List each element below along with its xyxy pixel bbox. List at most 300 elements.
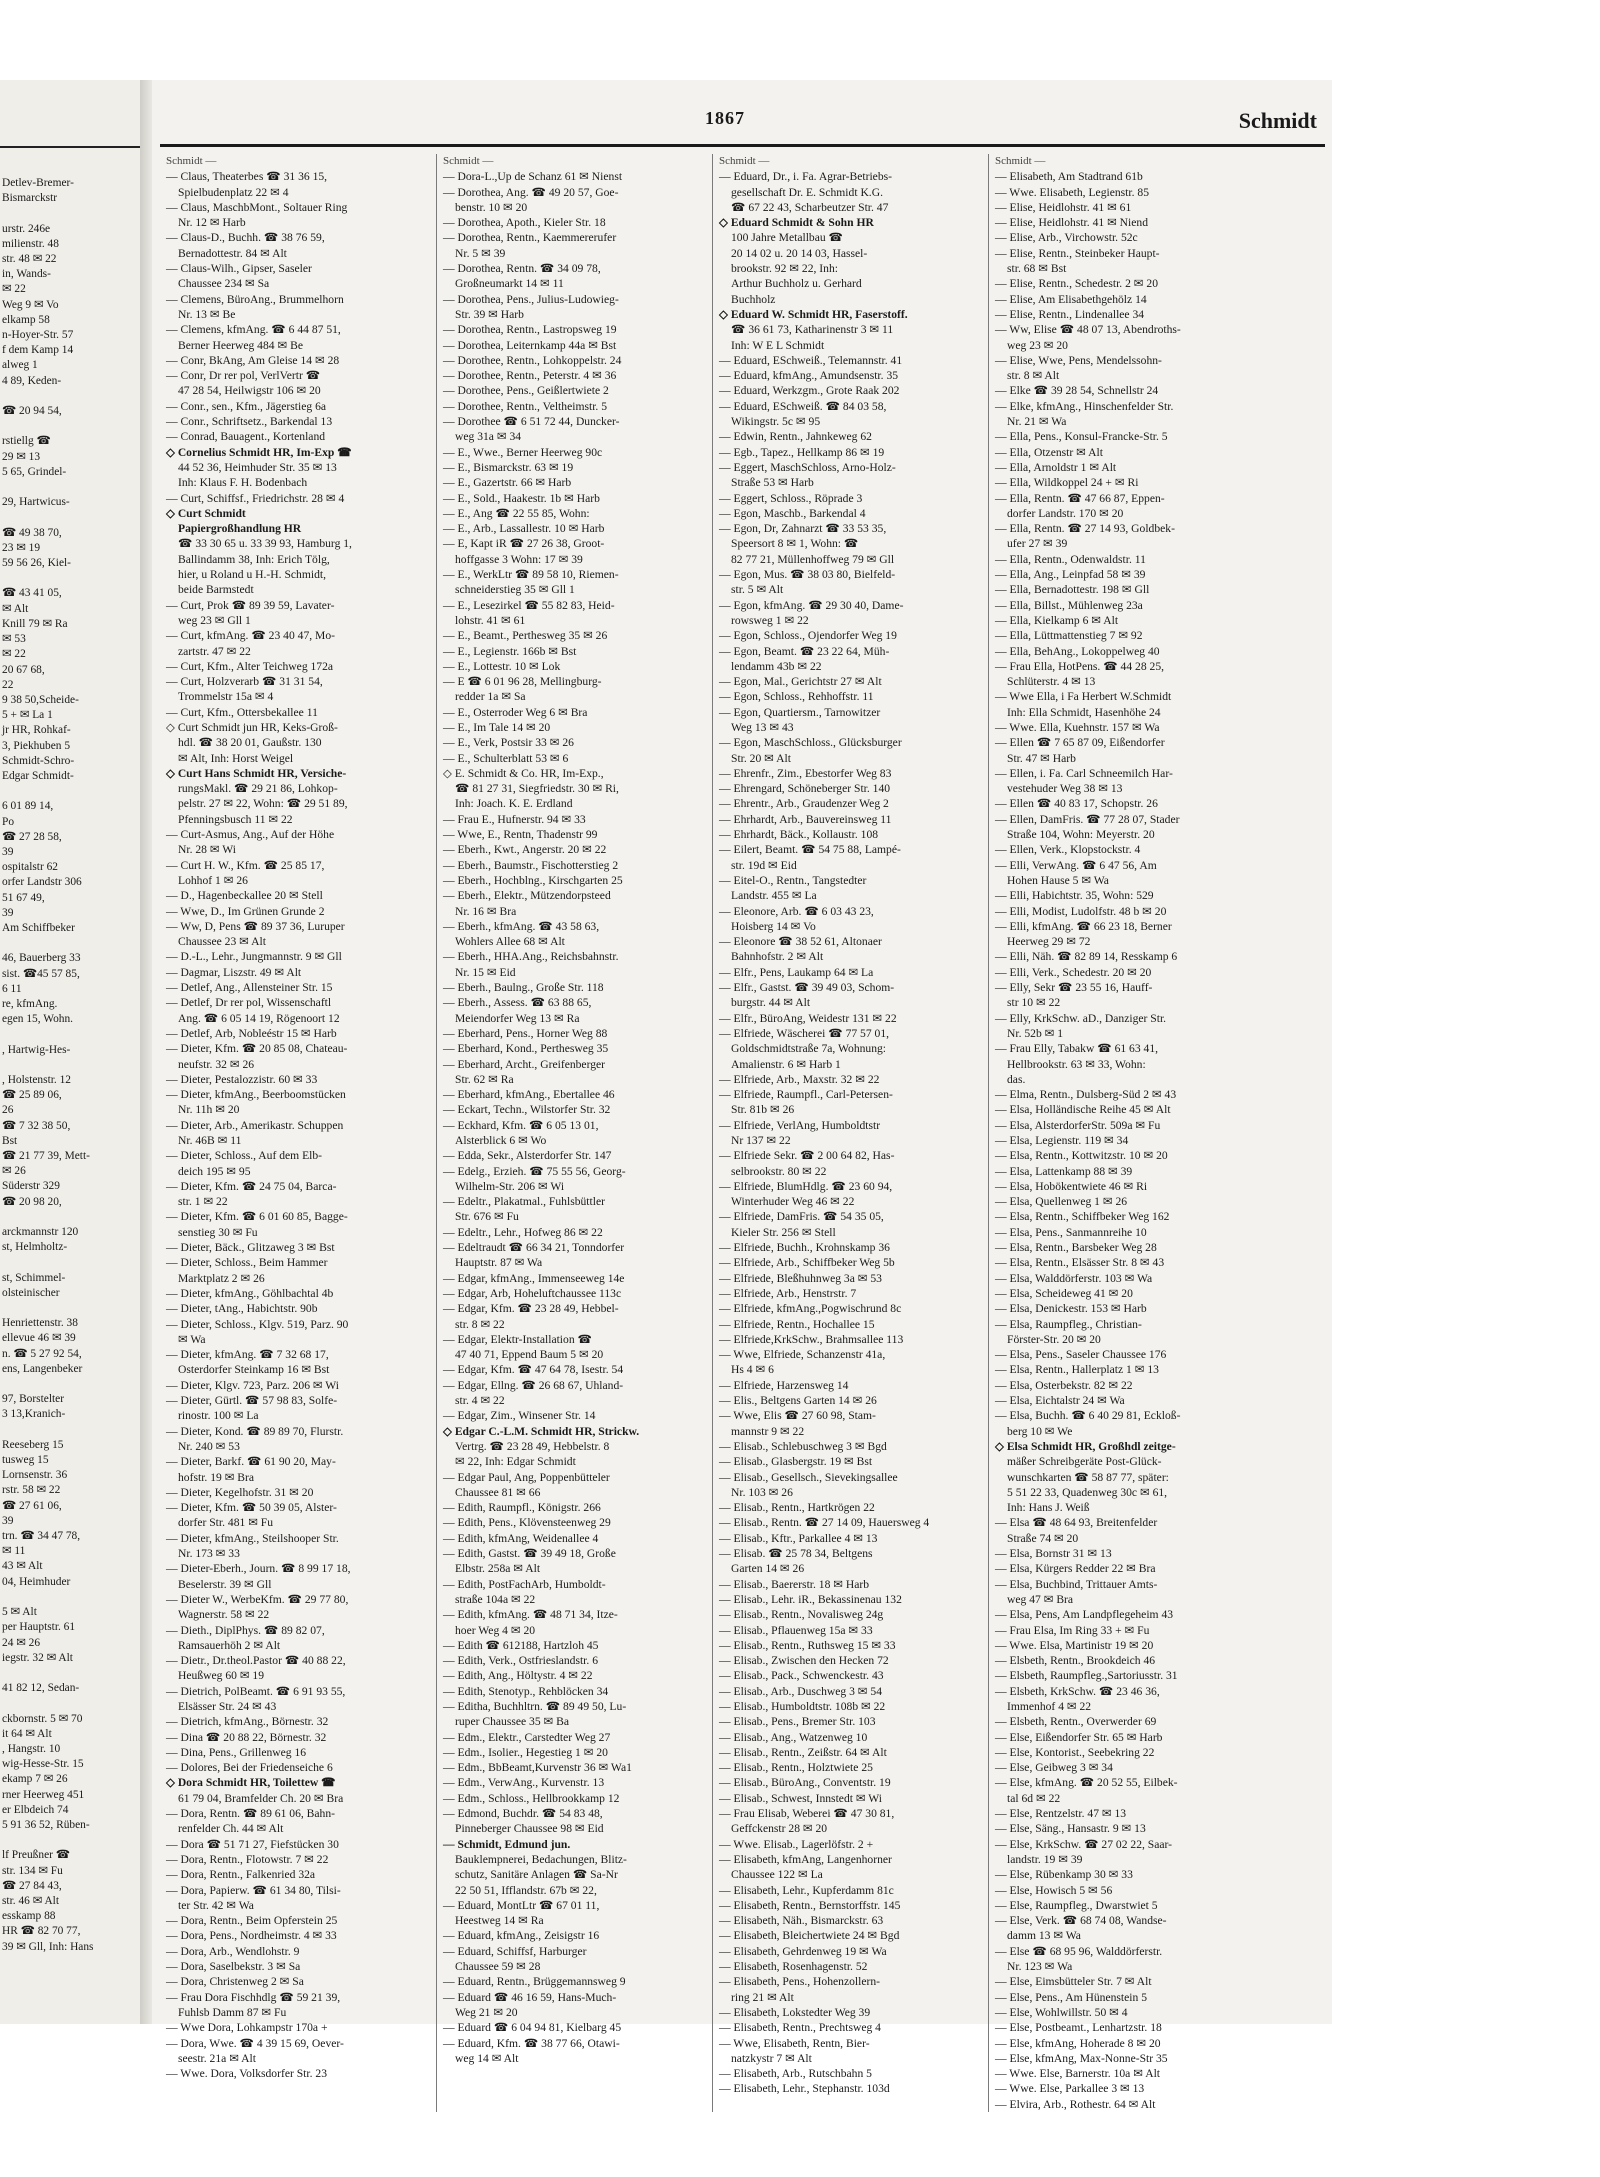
adjacent-page-line: ☎ 27 61 06, (2, 1499, 62, 1512)
directory-entry-line: — Elfriede, Wäscherei ☎ 77 57 01, (719, 1026, 890, 1040)
directory-entry-line: — Eberh., Baulng., Große Str. 118 (443, 981, 604, 995)
directory-entry-line: — Egb., Tapez., Hellkamp 86 ✉ 19 (719, 445, 885, 459)
directory-entry-line: — Elise, Heidlohstr. 41 ✉ Niend (995, 216, 1149, 230)
directory-entry-line: — Elfriede, Buchh., Krohnskamp 36 (719, 1241, 890, 1255)
directory-entry-line: — Egon, kfmAng. ☎ 29 30 40, Dame- (719, 598, 904, 612)
directory-entry-line: — Elise, Wwe, Pens, Mendelssohn- (995, 353, 1162, 367)
business-listing: ◇ Dora Schmidt HR, Toilettew ☎ (166, 1776, 336, 1790)
adjacent-page-line: n. ☎ 5 27 92 54, (2, 1347, 82, 1360)
directory-entry-line: — Ellen, Verk., Klopstockstr. 4 (995, 843, 1141, 857)
adjacent-page-line: str. 46 ✉ Alt (2, 1894, 60, 1907)
directory-entry-line: — Dora, Rentn., Falkenried 32a (166, 1868, 316, 1882)
directory-entry-line: — Elisabeth, Rentn., Bernstorffstr. 145 (719, 1898, 901, 1912)
running-head: Schmidt (1238, 108, 1317, 133)
directory-entry-line: — Frau Elsa, Im Ring 33 + ✉ Fu (995, 1623, 1150, 1637)
directory-entry-line: — E., Lottestr. 10 ✉ Lok (443, 659, 561, 673)
directory-entry-line: — Wwe. Elisabeth, Legienstr. 85 (995, 185, 1150, 199)
directory-entry-line: — Elisabeth, Rentn., Prechtsweg 4 (719, 2021, 881, 2035)
directory-entry-line: — Wwe. Elisab., Lagerlöfstr. 2 + (719, 1837, 874, 1851)
directory-entry-line: — Elsa, Osterbekstr. 82 ✉ 22 (995, 1378, 1133, 1392)
directory-entry-line: — Dora, Wwe. ☎ 4 39 15 69, Oever- (166, 2036, 344, 2050)
directory-entry-line: str. 68 ✉ Bst (1007, 262, 1067, 276)
directory-entry-line: — Wwe, Elis ☎ 27 60 98, Stam- (719, 1409, 876, 1423)
directory-entry-line: — Ella, Arnoldstr 1 ✉ Alt (995, 460, 1117, 474)
adjacent-page-line: 04, Heimhuder (2, 1575, 71, 1588)
directory-entry-line: Weg 21 ✉ 20 (455, 2005, 518, 2019)
directory-entry-line: — Ww, D, Pens ☎ 89 37 36, Luruper (166, 919, 345, 933)
directory-entry-line: Chaussee 122 ✉ La (731, 1868, 823, 1882)
directory-entry-line: — Elisab., Rentn., Holztwiete 25 (719, 1761, 873, 1775)
directory-entry-line: — Edmond, Buchdr. ☎ 54 83 48, (443, 1807, 603, 1821)
adjacent-page-line: ☎ 27 84 43, (2, 1879, 62, 1892)
directory-entry-line: — Dora, Pens., Nordheimstr. 4 ✉ 33 (166, 1929, 337, 1943)
directory-entry-line: — Else, Rübenkamp 30 ✉ 33 (995, 1868, 1133, 1882)
directory-entry-line: Landstr. 455 ✉ La (731, 889, 817, 903)
directory-entry-line: — Elma, Rentn., Dulsberg-Süd 2 ✉ 43 (995, 1088, 1177, 1102)
directory-entry-line: — Elisabeth, Lehr., Kupferdamm 81c (719, 1883, 894, 1897)
directory-entry-line: — Elisab., Lehr. iR., Bekassinenau 132 (719, 1592, 902, 1606)
adjacent-page-line: ✉ 22 (2, 648, 26, 661)
directory-entry-line: — Wwe. Elsa, Martinistr 19 ✉ 20 (995, 1638, 1154, 1652)
directory-entry-line: Bahnhofstr. 2 ✉ Alt (731, 950, 824, 964)
directory-entry-line: — Ellen, DamFris. ☎ 77 28 07, Stader (995, 812, 1180, 826)
directory-entry-line: selbrookstr. 80 ✉ 22 (731, 1164, 827, 1178)
adjacent-page-line: 20 67 68, (2, 663, 45, 676)
directory-entry-line: Heestweg 14 ✉ Ra (455, 1914, 544, 1928)
directory-entry-line: — Edeltr., Plakatmal., Fuhlsbüttler (443, 1195, 605, 1209)
directory-entry-line: — Else, Geibweg 3 ✉ 34 (995, 1761, 1113, 1775)
directory-entry-line: Papiergroßhandlung HR (178, 522, 302, 536)
directory-entry-line: — Elsa, Quellenweg 1 ✉ 26 (995, 1195, 1128, 1209)
column-header: Schmidt — (995, 155, 1046, 167)
directory-entry-line: str. 19d ✉ Eid (731, 858, 797, 872)
directory-entry-line: — Dorothea, Apoth., Kieler Str. 18 (443, 216, 606, 230)
adjacent-page-line (2, 1423, 140, 1438)
directory-entry-line: — Dorothee ☎ 6 51 72 44, Duncker- (443, 415, 620, 429)
directory-entry-line: Straße 104, Wohn: Meyerstr. 20 (1007, 828, 1155, 842)
directory-entry-line: ter Str. 42 ✉ Wa (178, 1898, 254, 1912)
adjacent-page-line: 97, Borstelter (2, 1393, 65, 1406)
directory-entry-line: Str. 81b ✉ 26 (731, 1103, 795, 1117)
adjacent-page-line: ✉ 11 (2, 1545, 26, 1558)
directory-entry-line: — Eleonore, Arb. ☎ 6 03 43 23, (719, 904, 874, 918)
directory-entry-line: — Dolores, Bei der Friedenseiche 6 (166, 1761, 333, 1775)
directory-entry-line: — Edm., Isolier., Hegestieg 1 ✉ 20 (443, 1745, 608, 1759)
directory-entry-line: — Claus, MaschbMont., Soltauer Ring (166, 200, 348, 214)
adjacent-page-line: 29 ✉ 13 (2, 450, 41, 463)
directory-entry-line: — Dieter, Kfm. ☎ 24 75 04, Barca- (166, 1179, 337, 1193)
directory-entry-line: hoffgasse 3 Wohn: 17 ✉ 39 (455, 552, 583, 566)
directory-entry-line: — Eduard, MontLtr ☎ 67 01 11, (443, 1898, 600, 1912)
directory-entry-line: — Elsa, Pens., Sanmannreihe 10 (995, 1225, 1147, 1239)
directory-entry-line: pelstr. 27 ✉ 22, Wohn: ☎ 29 51 89, (178, 797, 348, 811)
directory-entry-line: — Elsa, Rentn., Schiffbeker Weg 162 (995, 1210, 1170, 1224)
directory-entry-line: — E ☎ 6 01 96 28, Mellingburg- (443, 675, 602, 689)
directory-entry-line: — Dieter, Kond. ☎ 89 89 70, Flurstr. (166, 1424, 344, 1438)
adjacent-page-line: st, Schimmel- (2, 1271, 66, 1284)
directory-entry-line: — Elke ☎ 39 28 54, Schnellstr 24 (995, 384, 1159, 398)
directory-entry-line: brookstr. 92 ✉ 22, Inh: (731, 262, 838, 276)
directory-entry-line: — Elfr., Gastst. ☎ 39 49 03, Schom- (719, 981, 895, 995)
adjacent-page-line: 4 89, Keden- (2, 374, 62, 387)
directory-entry-line: — Curt, Schiffsf., Friedrichstr. 28 ✉ 4 (166, 491, 345, 505)
directory-entry-line: — Eduard, kfmAng., Zeisigstr 16 (443, 1929, 600, 1943)
adjacent-page-line (2, 389, 140, 404)
directory-entry-line: Hohen Hause 5 ✉ Wa (1007, 873, 1109, 887)
directory-entry-line: 82 77 21, Müllenhoffweg 79 ✉ Gll (731, 552, 895, 566)
directory-entry-line: — Edith, Pens., Klövensteenweg 29 (443, 1516, 611, 1530)
directory-entry-line: — Frau Elly, Tabakw ☎ 61 63 41, (995, 1042, 1159, 1056)
adjacent-page-line (2, 936, 140, 951)
directory-entry-line: Nr 137 ✉ 22 (731, 1134, 791, 1147)
directory-entry-line: — Eduard, ESchweiß. ☎ 84 03 58, (719, 399, 887, 413)
directory-entry-line: — Curt, Kfm., Alter Teichweg 172a (166, 659, 334, 673)
directory-entry-line: zartstr. 47 ✉ 22 (178, 644, 251, 658)
directory-entry-line: — Dora-L.,Up de Schanz 61 ✉ Nienst (443, 170, 623, 184)
adjacent-page-line: ☎ 20 98 20, (2, 1195, 62, 1208)
adjacent-page-line: Bismarckstr (2, 192, 58, 205)
directory-entry-line: weg 23 ✉ 20 (1007, 338, 1068, 352)
directory-entry-line: — Eitel-O., Rentn., Tangstedter (719, 873, 867, 887)
directory-entry-line: — Frau Ella, HotPens. ☎ 44 28 25, (995, 659, 1165, 673)
directory-entry-line: 47 28 54, Heilwigstr 106 ✉ 20 (178, 384, 321, 398)
directory-entry-line: Trommelstr 15a ✉ 4 (178, 690, 274, 704)
directory-entry-line: — Egon, Schloss., Rehhoffstr. 11 (719, 690, 874, 704)
directory-entry-line: — Elsa, Denickestr. 153 ✉ Harb (995, 1302, 1147, 1316)
directory-entry-line: — Wwe, D., Im Grünen Grunde 2 (166, 904, 325, 918)
directory-entry-line: schneiderstieg 35 ✉ Gll 1 (455, 583, 575, 597)
directory-entry-line: Kieler Str. 256 ✉ Stell (731, 1225, 836, 1239)
directory-entry-line: rowsweg 1 ✉ 22 (731, 613, 809, 627)
adjacent-page-line (2, 1027, 140, 1042)
directory-entry-line: Straße 74 ✉ 20 (1007, 1531, 1079, 1545)
directory-entry-line: — Elisab., Baererstr. 18 ✉ Harb (719, 1577, 870, 1591)
directory-entry-line: Großneumarkt 14 ✉ 11 (455, 277, 564, 291)
adjacent-page-line: ellevue 46 ✉ 39 (2, 1332, 76, 1345)
directory-entry-line: — Curt, Holzverarb ☎ 31 31 54, (166, 675, 323, 689)
adjacent-page-line (2, 1833, 140, 1848)
directory-entry-line: — Elise, Rentn., Lindenallee 34 (995, 307, 1145, 321)
directory-entry-line: — Conr., Schriftsetz., Barkendal 13 (166, 415, 333, 429)
directory-entry-line: — Elisab., Ang., Watzenweg 10 (719, 1730, 868, 1744)
directory-entry-line: — Elfriede, Arb., Schiffbeker Weg 5b (719, 1256, 895, 1270)
directory-entry-line: Nr. 21 ✉ Wa (1007, 415, 1067, 429)
directory-entry-line: — Eduard, Dr., i. Fa. Agrar-Betriebs- (719, 170, 892, 184)
adjacent-page-line: iegstr. 32 ✉ Alt (2, 1651, 73, 1664)
directory-entry-line: — E., Lesezirkel ☎ 55 82 83, Heid- (443, 598, 615, 612)
adjacent-page-line: rstr. 58 ✉ 22 (2, 1484, 61, 1497)
directory-entry-line: — Else, Eißendorfer Str. 65 ✉ Harb (995, 1730, 1163, 1744)
directory-entry-line: — Elisab., Pack., Schwenckestr. 43 (719, 1669, 884, 1683)
directory-entry-line: — E., Bismarckstr. 63 ✉ 19 (443, 460, 574, 474)
directory-entry-line: Garten 14 ✉ 26 (731, 1562, 805, 1576)
directory-entry-line: — Claus-Wilh., Gipser, Saseler (166, 262, 312, 276)
adjacent-page-line: Detlev-Bremer- (2, 177, 74, 189)
directory-entry-line: str. 5 ✉ Alt (731, 583, 784, 597)
directory-entry-line: — Dieter, Pestalozzistr. 60 ✉ 33 (166, 1072, 318, 1086)
directory-entry-line: — Elli, Modist, Ludolfstr. 48 b ✉ 20 (995, 904, 1167, 918)
directory-entry-line: — Elisab., Schlebuschweg 3 ✉ Bgd (719, 1439, 887, 1453)
directory-entry-line: berg 10 ✉ We (1007, 1424, 1073, 1438)
adjacent-page-line: sist. ☎45 57 85, (2, 967, 80, 980)
directory-entry-line: vestehuder Weg 38 ✉ 13 (1007, 782, 1123, 796)
directory-entry-line: — Elise, Am Elisabethgehölz 14 (995, 292, 1147, 306)
directory-entry-line: — Edgar, Ellng. ☎ 26 68 67, Uhland- (443, 1378, 624, 1392)
adjacent-page-line: 6 01 89 14, (2, 800, 54, 813)
directory-entry-line: — Dietrich, kfmAng., Börnestr. 32 (166, 1715, 329, 1729)
directory-entry-line: lohstr. 41 ✉ 61 (455, 613, 526, 627)
directory-entry-line: ruper Chaussee 35 ✉ Ba (455, 1715, 570, 1729)
directory-entry-line: Buchholz (731, 292, 776, 306)
adjacent-page-line: Bst (2, 1134, 18, 1147)
directory-entry-line: — Elsa, Bornstr 31 ✉ 13 (995, 1547, 1112, 1561)
directory-entry-line: — Conr, Dr rer pol, VerlVertr ☎ (166, 369, 321, 383)
directory-entry-line: ☎ 67 22 43, Scharbeutzer Str. 47 (731, 200, 889, 214)
directory-entry-line: — Eduard ☎ 6 04 94 81, Kielbarg 45 (443, 2021, 622, 2035)
directory-entry-line: — Dorothea, Leiternkamp 44a ✉ Bst (443, 338, 617, 352)
directory-entry-line: ✉ Alt, Inh: Horst Weigel (178, 751, 294, 765)
directory-entry-line: — Dietrich, PolBeamt. ☎ 6 91 93 55, (166, 1684, 346, 1698)
adjacent-page-line: egen 15, Wohn. (2, 1013, 74, 1026)
adjacent-page-line: str. 134 ✉ Fu (2, 1864, 63, 1877)
adjacent-page-line: 39 (2, 906, 14, 919)
directory-entry-line: Immenhof 4 ✉ 22 (1007, 1699, 1092, 1713)
directory-entry-line: — Elisab., Rentn., Hartkrögen 22 (719, 1501, 875, 1515)
directory-entry-line: — Eggert, Schloss., Röprade 3 (719, 491, 863, 505)
directory-entry-line: — Elfriede, Raumpfl., Carl-Petersen- (719, 1088, 893, 1102)
directory-entry-line: — Elsa, Hobökentwiete 46 ✉ Ri (995, 1179, 1148, 1193)
adjacent-page-line (2, 1666, 140, 1681)
directory-entry-line: — Schmidt, Edmund jun. (443, 1837, 571, 1851)
directory-entry-line: — Dieter-Eberh., Journ. ☎ 8 99 17 18, (166, 1562, 351, 1576)
directory-entry-line: — Edgar, Elektr-Installation ☎ (443, 1332, 592, 1346)
adjacent-page-line: f dem Kamp 14 (2, 344, 74, 357)
adjacent-page-line: 29, Hartwicus- (2, 496, 70, 509)
adjacent-page-line: ☎ 43 41 05, (2, 587, 62, 600)
directory-entry-line: — Ella, Wildkoppel 24 + ✉ Ri (995, 476, 1139, 490)
adjacent-page-line: lf Preußner ☎ (2, 1849, 70, 1862)
business-listing: ◇ Elsa Schmidt HR, Großhdl zeitge- (995, 1439, 1176, 1453)
directory-entry-line: — Detlef, Arb, Nobleéstr 15 ✉ Harb (166, 1026, 337, 1040)
adjacent-page-line: urstr. 246e (2, 222, 51, 235)
directory-column-1 (160, 154, 436, 2112)
directory-entry-line: — Dorothea, Rentn. ☎ 34 09 78, (443, 262, 601, 276)
directory-entry-line: — Clemens, kfmAng. ☎ 6 44 87 51, (166, 323, 341, 337)
directory-entry-line: Bernadottestr. 84 ✉ Alt (178, 246, 287, 260)
directory-entry-line: — Elsa ☎ 48 64 93, Breitenfelder (995, 1516, 1158, 1530)
directory-entry-line: — Eberh., kfmAng. ☎ 43 58 63, (443, 919, 600, 933)
directory-entry-line: — Eberh., Hochblng., Kirschgarten 25 (443, 873, 623, 887)
directory-entry-line: — Elfriede, BlumHdlg. ☎ 23 60 94, (719, 1179, 893, 1193)
directory-entry-line: — Elisabeth, Näh., Bismarckstr. 63 (719, 1914, 884, 1928)
directory-entry-line: — Edgar, Arb, Hoheluftchaussee 113c (443, 1286, 622, 1300)
directory-entry-line: — Ellen ☎ 40 83 17, Schopstr. 26 (995, 797, 1158, 811)
directory-entry-line: — Eckart, Techn., Wilstorfer Str. 32 (443, 1103, 611, 1117)
directory-entry-line: weg 31a ✉ 34 (455, 430, 522, 444)
directory-entry-line: — Dorothee, Pens., Geißlertwiete 2 (443, 384, 609, 398)
business-listing: ◇ Curt Schmidt (166, 506, 246, 520)
directory-entry-line: Lohhof 1 ✉ 26 (178, 873, 248, 887)
directory-entry-line: Weg 13 ✉ 43 (731, 720, 794, 734)
adjacent-page-line: 5 65, Grindel- (2, 465, 67, 478)
adjacent-page-line: Schmidt-Schro- (2, 754, 75, 767)
directory-entry-line: — Edith ☎ 612188, Hartzloh 45 (443, 1638, 599, 1652)
page-header (160, 108, 1325, 140)
directory-entry-line: — Elisab., Rentn., Ruthsweg 15 ✉ 33 (719, 1638, 896, 1652)
directory-entry-line: — Elisab., Schwest, Innstedt ✉ Wi (719, 1791, 882, 1805)
directory-entry-line: — Eduard, Kfm. ☎ 38 77 66, Otawi- (443, 2036, 620, 2050)
directory-entry-line: — Eduard, Werkzgm., Grote Raak 202 (719, 384, 900, 398)
directory-entry-line: Wikingstr. 5c ✉ 95 (731, 415, 821, 429)
directory-entry-line: — Wwe. Dora, Volksdorfer Str. 23 (166, 2067, 328, 2081)
directory-entry-line: — Ellen, i. Fa. Carl Schneemilch Har- (995, 766, 1173, 780)
directory-entry-line: Chaussee 23 ✉ Alt (178, 935, 266, 949)
directory-entry-line: — Elsa, Buchh. ☎ 6 40 29 81, Eckloß- (995, 1409, 1181, 1423)
directory-entry-line: — E., Wwe., Berner Heerweg 90c (443, 445, 603, 459)
directory-entry-line: — Edelg., Erzieh. ☎ 75 55 56, Georg- (443, 1164, 626, 1178)
adjacent-page-line: 59 56 26, Kiel- (2, 557, 71, 570)
directory-entry-line: — Egon, MaschSchloss., Glücksburger (719, 736, 902, 750)
directory-entry-line: Nr. 28 ✉ Wi (178, 843, 236, 857)
directory-entry-line: Nr. 52b ✉ 1 (1007, 1026, 1064, 1040)
directory-entry-line: — Clemens, BüroAng., Brummelhorn (166, 292, 344, 306)
directory-entry-line: str. 8 ✉ 22 (455, 1317, 505, 1331)
directory-entry-line: — Edm., Schloss., Hellbrookkamp 12 (443, 1791, 620, 1805)
directory-entry-line: — Elisabeth, Rosenhagenstr. 52 (719, 1960, 868, 1974)
directory-entry-line: — Eduard, kfmAng., Amundsenstr. 35 (719, 369, 899, 383)
directory-entry-line: Goldschmidtstraße 7a, Wohnung: (731, 1042, 887, 1056)
directory-entry-line: — D.-L., Lehr., Jungmannstr. 9 ✉ Gll (166, 950, 342, 964)
directory-entry-line: — Elisabeth, Lokstedter Weg 39 (719, 2005, 871, 2019)
directory-entry-line: — Ella, Kielkamp 6 ✉ Alt (995, 613, 1119, 627)
directory-entry-line: — E., Schulterblatt 53 ✉ 6 (443, 751, 569, 765)
directory-entry-line: — Conr., sen., Kfm., Jägerstieg 6a (166, 399, 327, 413)
directory-entry-line: — D., Hagenbeckallee 20 ✉ Stell (166, 889, 323, 903)
adjacent-page-line: ☎ 27 28 58, (2, 830, 62, 843)
directory-entry-line: — Dora, Papierw. ☎ 61 34 80, Tilsi- (166, 1883, 341, 1897)
directory-entry-line: — Edgar Paul, Ang, Poppenbütteler (443, 1470, 610, 1484)
directory-entry-line: das. (1007, 1072, 1026, 1086)
directory-entry-line: — Elfriede, VerlAng, Humboldtstr (719, 1118, 881, 1132)
directory-entry-line: — Else, kfmAng. ☎ 20 52 55, Eilbek- (995, 1776, 1178, 1790)
directory-entry-line: burgstr. 44 ✉ Alt (731, 996, 811, 1010)
directory-entry-line: — Dora, Rentn., Beim Opferstein 25 (166, 1914, 338, 1928)
directory-entry-line: — Ellen ☎ 7 65 87 09, Eißendorfer (995, 736, 1165, 750)
adjacent-page-line (2, 784, 140, 799)
directory-entry-line: Schlüterstr. 4 ✉ 13 (1007, 675, 1096, 689)
directory-entry-line: — Dina ☎ 20 88 22, Börnestr. 32 (166, 1730, 327, 1744)
directory-entry-line: — Elsa, Rentn., Elsässer Str. 8 ✉ 43 (995, 1256, 1165, 1270)
directory-entry-line: mäßer Schreibgeräte Post-Glück- (1007, 1455, 1162, 1469)
directory-entry-line: — Claus-D., Buchh. ☎ 38 76 59, (166, 231, 325, 245)
adjacent-page-line: ospitalstr 62 (2, 861, 59, 874)
directory-entry-line: — Elisab. ☎ 25 78 34, Beltgens (719, 1547, 873, 1561)
directory-entry-line: — Elsa, Rentn., Kottwitzstr. 10 ✉ 20 (995, 1149, 1168, 1163)
directory-entry-line: Meiendorfer Weg 13 ✉ Ra (455, 1011, 580, 1025)
directory-entry-line: — Edith, Raumpfl., Königstr. 266 (443, 1501, 601, 1515)
adjacent-page-line: ✉ Alt (2, 602, 29, 615)
directory-entry-line: Amalienstr. 6 ✉ Harb 1 (731, 1057, 841, 1071)
directory-entry-line: — Dieter, Schloss., Klgv. 519, Parz. 90 (166, 1317, 349, 1331)
directory-entry-line: — Detlef, Ang., Allensteiner Str. 15 (166, 981, 333, 995)
directory-entry-line: — Eduard, Schiffsf, Harburger (443, 1944, 587, 1958)
directory-entry-line: Ballindamm 38, Inh: Erich Tölg, (178, 552, 330, 566)
directory-entry-line: — E., Osterroder Weg 6 ✉ Bra (443, 705, 588, 719)
directory-entry-line: — Frau Dora Fischhdlg ☎ 59 21 39, (166, 1990, 341, 2004)
directory-entry-line: — Wwe, Elfriede, Schanzenstr 41a, (719, 1348, 886, 1362)
directory-entry-line: — Dieter, Kfm. ☎ 6 01 60 85, Bagge- (166, 1210, 348, 1224)
directory-entry-line: — Eberhard, Archt., Greifenberger (443, 1057, 606, 1071)
directory-entry-line: — Eberh., HHA.Ang., Reichsbahnstr. (443, 950, 619, 964)
directory-entry-line: — Dieth., DiplPhys. ☎ 89 82 07, (166, 1623, 325, 1637)
directory-entry-line: lendamm 43b ✉ 22 (731, 659, 822, 673)
directory-entry-line: — Dieter, Barkf. ☎ 61 90 20, May- (166, 1455, 336, 1469)
directory-entry-line: — Curt-Asmus, Ang., Auf der Höhe (166, 828, 335, 842)
directory-entry-line: — Ella, Rentn. ☎ 27 14 93, Goldbek- (995, 522, 1175, 536)
adjacent-page-line (2, 1301, 140, 1316)
directory-entry-line: — Elsa, Raumpfleg., Christian- (995, 1317, 1142, 1331)
directory-entry-line: — Conr, BkAng, Am Gleise 14 ✉ 28 (166, 353, 340, 367)
directory-entry-line: Str. 39 ✉ Harb (455, 307, 524, 321)
directory-entry-line: — Wwe. Else, Parkallee 3 ✉ 13 (995, 2082, 1145, 2096)
directory-entry-line: damm 13 ✉ Wa (1007, 1929, 1081, 1943)
directory-entry-line: — Else, Postbeamt., Lenhartzstr. 18 (995, 2021, 1162, 2035)
adjacent-page-line: 39 ✉ Gll, Inh: Hans (2, 1940, 94, 1953)
directory-entry-line: ☎ 81 27 31, Siegfriedstr. 30 ✉ Ri, (455, 782, 619, 796)
directory-entry-line: — Dorothea, Ang. ☎ 49 20 57, Goe- (443, 185, 619, 199)
directory-entry-line: Str. 47 ✉ Harb (1007, 751, 1076, 765)
directory-entry-line: ufer 27 ✉ 39 (1007, 537, 1068, 551)
directory-entry-line: Pfenningsbusch 11 ✉ 22 (178, 812, 293, 826)
directory-entry-line: — Edith, Ang., Höltystr. 4 ✉ 22 (443, 1669, 593, 1683)
adjacent-page-line: 22 (2, 678, 14, 691)
directory-entry-line: Inh: Joach. K. E. Erdland (455, 797, 573, 811)
directory-entry-line: — Elisab., Glasbergstr. 19 ✉ Bst (719, 1455, 873, 1469)
directory-entry-line: — Elfriede, Arb., Henstrstr. 7 (719, 1286, 857, 1300)
directory-entry-line: redder 1a ✉ Sa (455, 690, 526, 704)
directory-entry-line: Nr. 240 ✉ 53 (178, 1439, 240, 1453)
adjacent-page-line: n-Hoyer-Str. 57 (2, 329, 74, 342)
directory-entry-line: wunschkarten ☎ 58 87 77, später: (1007, 1470, 1169, 1484)
adjacent-page-line: ☎ 25 89 06, (2, 1089, 62, 1102)
adjacent-page-line: per Hauptstr. 61 (2, 1621, 76, 1634)
adjacent-page-line: olsteinischer (2, 1286, 60, 1299)
directory-entry-line: Winterhuder Weg 46 ✉ 22 (731, 1195, 855, 1209)
scanned-directory-page (0, 80, 1332, 2111)
directory-entry-line: Elsässer Str. 24 ✉ 43 (178, 1699, 277, 1713)
directory-entry-line: — Elisab., Rentn., Zeißstr. 64 ✉ Alt (719, 1745, 887, 1759)
directory-entry-line: — Elsbeth, KrkSchw. ☎ 23 46 36, (995, 1684, 1160, 1698)
directory-entry-line: 5 51 22 33, Quadenweg 30c ✉ 61, (1007, 1485, 1168, 1499)
adjacent-page-line: Henriettenstr. 38 (2, 1317, 78, 1330)
directory-entry-line: — Dieter, Gürtl. ☎ 57 98 83, Solfe- (166, 1394, 338, 1408)
book-gutter (140, 80, 152, 2024)
directory-entry-line: — Ella, BehAng., Lokoppelweg 40 (995, 644, 1160, 658)
directory-entry-line: — Else ☎ 68 95 96, Walddörferstr. (995, 1944, 1163, 1958)
directory-entry-line: — Dieter, kfmAng., Steilshooper Str. (166, 1531, 339, 1545)
adjacent-page-line: 39 (2, 1514, 14, 1527)
directory-entry-line: Inh: Klaus F. H. Bodenbach (178, 476, 308, 490)
directory-entry-line: — Edith, Verk., Ostfrieslandstr. 6 (443, 1654, 598, 1668)
directory-entry-line: — Curt H. W., Kfm. ☎ 25 85 17, (166, 858, 325, 872)
directory-entry-line: — Elli, kfmAng. ☎ 66 23 18, Berner (995, 919, 1172, 933)
directory-entry-line: — Elli, Verk., Schedestr. 20 ✉ 20 (995, 965, 1152, 979)
directory-entry-line: str 10 ✉ 22 (1007, 996, 1061, 1010)
adjacent-page-line: Am Schiffbeker (2, 921, 75, 934)
directory-entry-line: — Elsa, AlsterdorferStr. 509a ✉ Fu (995, 1118, 1161, 1132)
directory-entry-line: Wilhelm-Str. 206 ✉ Wi (455, 1179, 565, 1193)
directory-entry-line: Nr. 5 ✉ 39 (455, 246, 506, 260)
